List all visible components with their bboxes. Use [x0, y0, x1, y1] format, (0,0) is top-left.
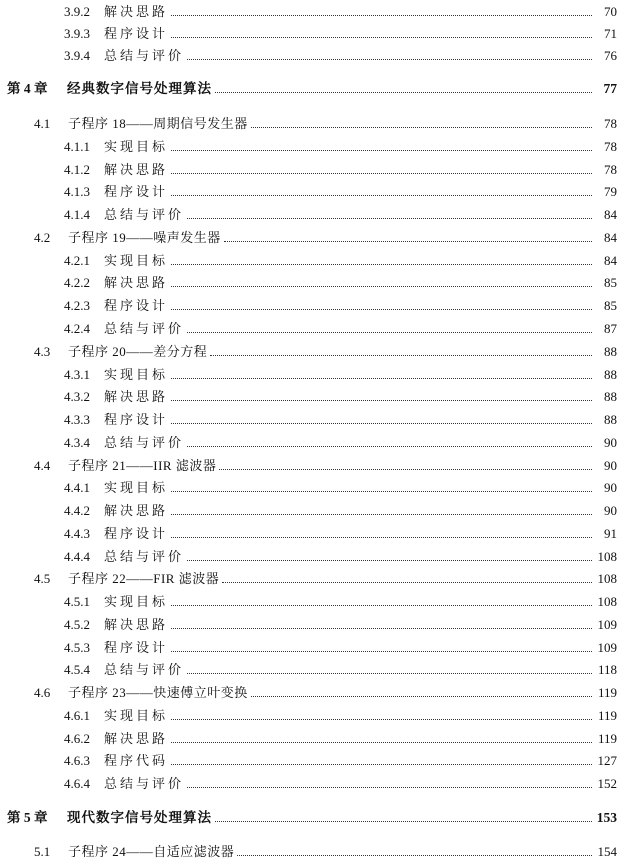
toc-entry-title: 实现目标 [104, 480, 169, 495]
toc-entry-number: 4.3.3 [64, 412, 90, 427]
toc-entry-page: 84 [604, 230, 617, 245]
dot-leader [187, 787, 592, 788]
toc-entry-number: 4.4.4 [64, 549, 90, 564]
toc-subsection[interactable] [64, 660, 617, 680]
toc-subsection[interactable] [64, 387, 617, 407]
dot-leader [187, 218, 592, 219]
toc-subsection[interactable] [64, 501, 617, 521]
toc-entry-number: 3.9.3 [64, 26, 90, 41]
dot-leader [171, 378, 592, 379]
toc-entry-number: 4.1.2 [64, 162, 90, 177]
dot-leader [187, 332, 592, 333]
toc-entry-page: 84 [604, 253, 617, 268]
toc-entry-page: 108 [597, 571, 617, 586]
toc-entry-page: 88 [604, 412, 617, 427]
dot-leader [171, 37, 592, 38]
toc-entry-number: 4.6 [34, 685, 51, 700]
dot-leader [171, 173, 592, 174]
toc-entry-page: 70 [604, 4, 617, 19]
toc-section[interactable] [34, 342, 617, 362]
toc-entry-page: 76 [604, 48, 617, 63]
toc-entry-page: 91 [604, 526, 617, 541]
toc-entry-number: 4.5.2 [64, 617, 90, 632]
toc-subsection[interactable] [64, 524, 617, 544]
toc-entry-number: 第 4 章 [7, 81, 48, 96]
toc-entry-title: 解决思路 [104, 503, 169, 518]
toc-entry-page: 90 [604, 458, 617, 473]
toc-subsection[interactable] [64, 296, 617, 316]
toc-entry-title: 程序代码 [104, 753, 169, 768]
dot-leader [187, 446, 592, 447]
dot-leader [171, 764, 592, 765]
toc-entry-page: 84 [604, 207, 617, 222]
toc-entry-page: 118 [597, 662, 617, 677]
toc-entry-number: 第 5 章 [7, 810, 48, 825]
dot-leader [171, 264, 592, 265]
toc-entry-page: 85 [604, 275, 617, 290]
dot-leader [215, 821, 592, 822]
dot-leader [219, 469, 592, 470]
toc-entry-title: 总结与评价 [104, 48, 185, 63]
toc-subsection[interactable] [64, 273, 617, 293]
toc-entry-page: 79 [604, 184, 617, 199]
toc-entry-title: 实现目标 [104, 594, 169, 609]
toc-entry-number: 4.5.4 [64, 662, 90, 677]
toc-section[interactable] [34, 228, 617, 248]
toc-entry-number: 4.1.3 [64, 184, 90, 199]
toc-entry-page: 87 [604, 321, 617, 336]
toc-entry-title: 总结与评价 [104, 549, 185, 564]
toc-subsection[interactable] [64, 160, 617, 180]
toc-entry-page: 88 [604, 344, 617, 359]
toc-entry-number: 4.3.2 [64, 389, 90, 404]
dot-leader [215, 92, 592, 93]
toc-entry-number: 4.6.1 [64, 708, 90, 723]
dot-leader [251, 127, 592, 128]
toc-entry-page: 119 [597, 731, 617, 746]
toc-entry-page: 78 [604, 116, 617, 131]
toc-entry-page: 108 [597, 549, 617, 564]
toc-entry-number: 4.1.1 [64, 139, 90, 154]
dot-leader [187, 59, 592, 60]
toc-subsection[interactable] [64, 478, 617, 498]
toc-entry-title: 子程序 23——快速傅立叶变换 [68, 685, 248, 700]
toc-section[interactable] [34, 683, 617, 703]
toc-entry-title: 程序设计 [104, 526, 169, 541]
dot-leader [251, 696, 592, 697]
toc-entry-title: 程序设计 [104, 298, 169, 313]
dot-leader [171, 15, 592, 16]
dot-leader [171, 514, 592, 515]
toc-entry-number: 4.2 [34, 230, 51, 245]
toc-subsection[interactable] [64, 205, 617, 225]
toc-entry-page: 127 [597, 753, 617, 768]
dot-leader [210, 355, 592, 356]
toc-entry-number: 4.2.1 [64, 253, 90, 268]
toc-entry-number: 4.4 [34, 458, 51, 473]
toc-subsection[interactable] [64, 774, 617, 794]
toc-entry-page: 90 [604, 435, 617, 450]
dot-leader [187, 673, 592, 674]
toc-entry-title: 解决思路 [104, 162, 169, 177]
toc-entry-title: 现代数字信号处理算法 [67, 810, 212, 825]
toc-entry-page: 119 [597, 708, 617, 723]
toc-entry-title: 实现目标 [104, 708, 169, 723]
dot-leader [171, 605, 592, 606]
toc-entry-page: 153 [596, 810, 617, 825]
toc-entry-title: 解决思路 [104, 389, 169, 404]
dot-leader [171, 491, 592, 492]
dot-leader [187, 560, 592, 561]
toc-section[interactable] [34, 114, 617, 134]
toc-entry-page: 88 [604, 389, 617, 404]
toc-entry-title: 总结与评价 [104, 207, 185, 222]
toc-entry-page: 154 [597, 844, 617, 859]
toc-subsection[interactable] [64, 592, 617, 612]
toc-entry-title: 经典数字信号处理算法 [67, 81, 212, 96]
dot-leader [171, 195, 592, 196]
toc-entry-number: 4.2.3 [64, 298, 90, 313]
toc-entry-title: 程序设计 [104, 412, 169, 427]
toc-entry-title: 子程序 24——自适应滤波器 [68, 844, 235, 859]
dot-leader [171, 628, 592, 629]
toc-subsection[interactable] [64, 182, 617, 202]
toc-subsection[interactable] [64, 638, 617, 658]
toc-entry-title: 总结与评价 [104, 776, 185, 791]
toc-entry-page: 78 [604, 139, 617, 154]
toc-entry-page: 109 [597, 617, 617, 632]
toc-entry-page: 71 [604, 26, 617, 41]
toc-entry-number: 4.1 [34, 116, 51, 131]
toc-subsection[interactable] [64, 729, 617, 749]
dot-leader [237, 855, 592, 856]
toc-entry-title: 总结与评价 [104, 662, 185, 677]
toc-entry-page: 85 [604, 298, 617, 313]
toc-entry-title: 解决思路 [104, 617, 169, 632]
toc-entry-title: 程序设计 [104, 640, 169, 655]
dot-leader [171, 400, 592, 401]
toc-subsection[interactable] [64, 615, 617, 635]
toc-entry-page: 119 [597, 685, 617, 700]
toc-subsection[interactable] [64, 706, 617, 726]
toc-subsection[interactable] [64, 2, 617, 22]
toc-entry-title: 解决思路 [104, 731, 169, 746]
toc-entry-number: 4.6.2 [64, 731, 90, 746]
toc-subsection[interactable] [64, 751, 617, 771]
toc-subsection[interactable] [64, 46, 617, 66]
toc-entry-title: 程序设计 [104, 184, 169, 199]
toc-entry-page: 90 [604, 503, 617, 518]
toc-chapter[interactable] [7, 808, 617, 828]
toc-section[interactable] [34, 842, 617, 862]
toc-entry-page: 78 [604, 162, 617, 177]
toc-entry-page: 152 [597, 776, 617, 791]
toc-entry-page: 88 [604, 367, 617, 382]
toc-subsection[interactable] [64, 24, 617, 44]
toc-entry-title: 实现目标 [104, 139, 169, 154]
dot-leader [171, 537, 592, 538]
toc-section[interactable] [34, 569, 617, 589]
toc-entry-number: 4.3.4 [64, 435, 90, 450]
toc-entry-number: 4.5 [34, 571, 51, 586]
toc-entry-number: 4.4.1 [64, 480, 90, 495]
toc-entry-number: 3.9.2 [64, 4, 90, 19]
toc-entry-number: 4.4.3 [64, 526, 90, 541]
dot-leader [171, 309, 592, 310]
toc-entry-number: 4.2.4 [64, 321, 90, 336]
dot-leader [171, 286, 592, 287]
toc-entry-page: 109 [597, 640, 617, 655]
toc-entry-number: 4.5.1 [64, 594, 90, 609]
toc-entry-number: 4.6.4 [64, 776, 90, 791]
toc-entry-number: 4.3.1 [64, 367, 90, 382]
dot-leader [171, 742, 592, 743]
toc-entry-number: 4.5.3 [64, 640, 90, 655]
dot-leader [224, 241, 592, 242]
toc-entry-title: 子程序 20——差分方程 [68, 344, 208, 359]
toc-entry-title: 子程序 22——FIR 滤波器 [68, 571, 220, 586]
toc-section[interactable] [34, 456, 617, 476]
toc-entry-title: 总结与评价 [104, 321, 185, 336]
dot-leader [171, 423, 592, 424]
toc-subsection[interactable] [64, 547, 617, 567]
dot-leader [171, 651, 592, 652]
toc-entry-title: 子程序 19——噪声发生器 [68, 230, 221, 245]
toc-entry-number: 3.9.4 [64, 48, 90, 63]
toc-subsection[interactable] [64, 365, 617, 385]
dot-leader [171, 150, 592, 151]
toc-entry-page: 77 [603, 81, 617, 96]
toc-entry-number: 5.1 [34, 844, 51, 859]
toc-entry-title: 程序设计 [104, 26, 169, 41]
toc-entry-page: 90 [604, 480, 617, 495]
toc-entry-title: 实现目标 [104, 253, 169, 268]
toc-entry-title: 子程序 21——IIR 滤波器 [68, 458, 217, 473]
toc-chapter[interactable] [7, 79, 617, 99]
toc-subsection[interactable] [64, 319, 617, 339]
toc-entry-number: 4.4.2 [64, 503, 90, 518]
toc-entry-page: 108 [597, 594, 617, 609]
toc-entry-title: 子程序 18——周期信号发生器 [68, 116, 248, 131]
toc-entry-title: 解决思路 [104, 275, 169, 290]
toc-entry-title: 解决思路 [104, 4, 169, 19]
toc-entry-number: 4.2.2 [64, 275, 90, 290]
toc-entry-number: 4.3 [34, 344, 51, 359]
toc-entry-number: 4.6.3 [64, 753, 90, 768]
dot-leader [171, 719, 592, 720]
toc-subsection[interactable] [64, 410, 617, 430]
toc-entry-number: 4.1.4 [64, 207, 90, 222]
toc-subsection[interactable] [64, 137, 617, 157]
toc-subsection[interactable] [64, 433, 617, 453]
toc-entry-title: 总结与评价 [104, 435, 185, 450]
toc-entry-title: 实现目标 [104, 367, 169, 382]
toc-subsection[interactable] [64, 251, 617, 271]
dot-leader [222, 582, 592, 583]
